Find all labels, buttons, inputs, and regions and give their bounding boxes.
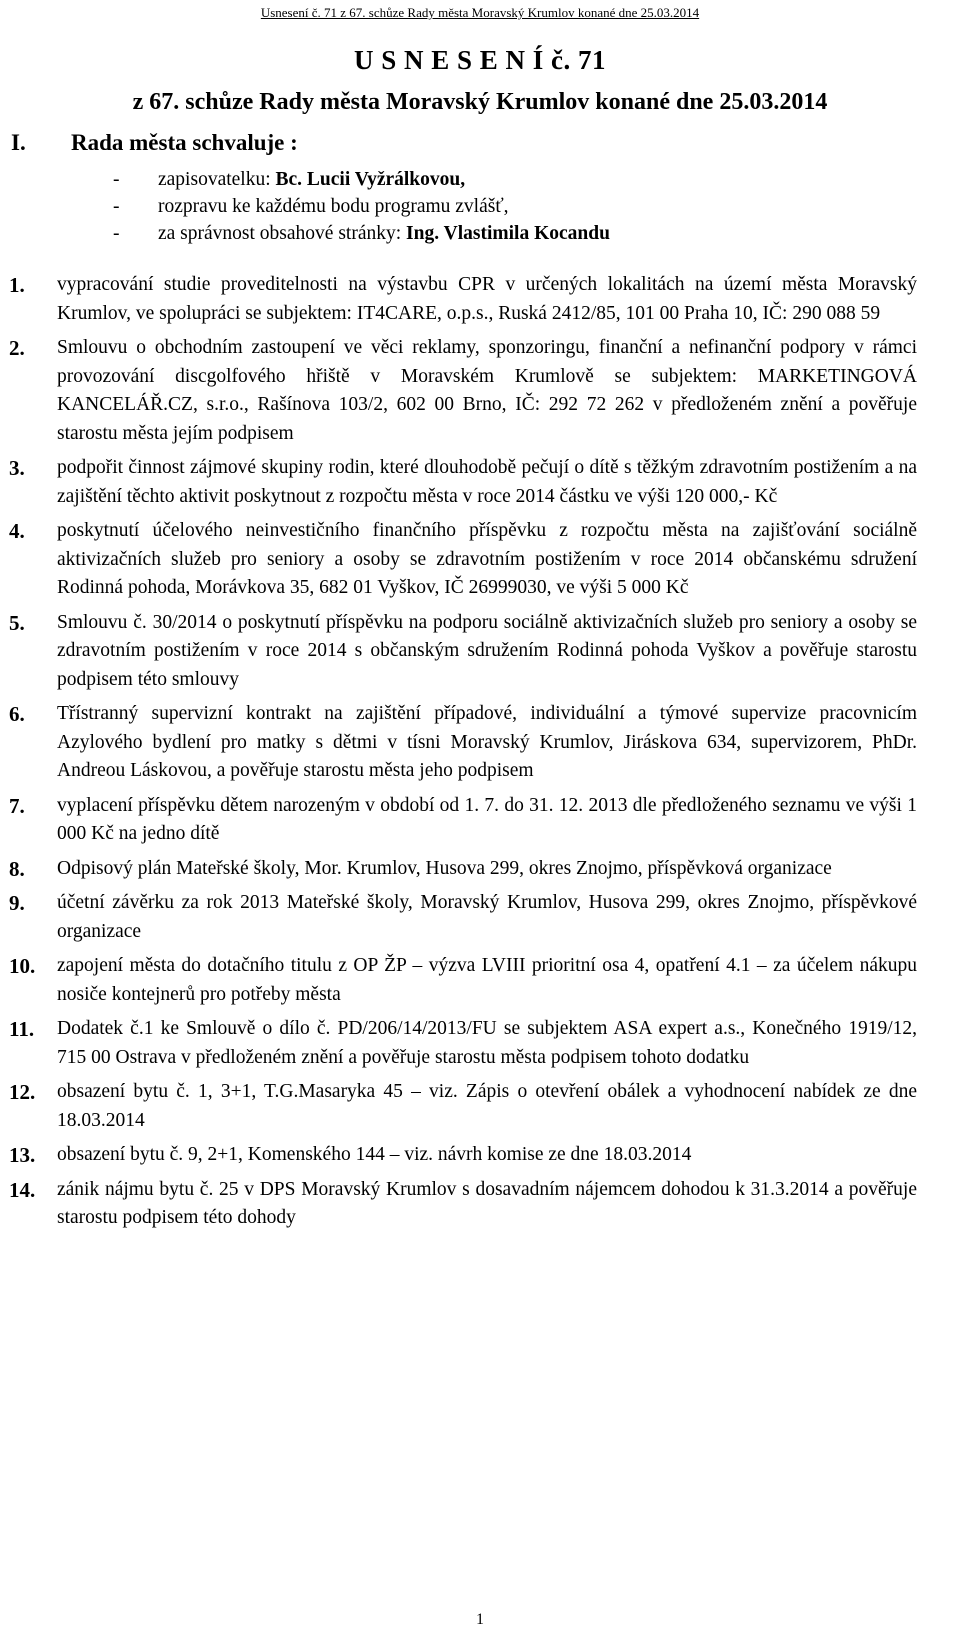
intro-item-name: Ing. Vlastimila Kocandu (406, 223, 610, 244)
resolution-item (0, 855, 960, 884)
item-number: 8. (9, 856, 25, 881)
item-number: 6. (9, 702, 25, 726)
resolution-item (0, 454, 960, 511)
resolution-item (0, 700, 960, 786)
item-text: Smlouvu č. 30/2014 o poskytnutí příspěvku na podporu sociálně aktivizačních služeb pro seniory a osoby se zdravotním postižením v roce 2014 s občanským sdružením Rodinná pohoda Vyškov a pověřuje starostu podpisem této smlouvy (57, 611, 917, 690)
intro-item-text: za správnost obsahové stránky: (158, 223, 407, 244)
resolution-item (0, 1141, 960, 1170)
dash-marker: - (113, 223, 120, 244)
item-text: obsazení bytu č. 1, 3+1, T.G.Masaryka 45 – viz. Zápis o otevření obálek a vyhodnocení nabídek ze dne 18.03.2014 (57, 1081, 917, 1131)
item-number: 1. (9, 273, 25, 297)
item-number: 7. (9, 793, 25, 818)
item-number: 5. (9, 610, 25, 635)
item-number: 3. (9, 456, 25, 480)
page-number: 1 (476, 1611, 484, 1628)
resolution-item (0, 889, 960, 946)
item-text: účetní závěrku za rok 2013 Mateřské školy, Moravský Krumlov, Husova 299, okres Znojmo, příspěvkové organizace (57, 892, 917, 942)
item-text: poskytnutí účelového neinvestičního finančního příspěvku z rozpočtu města na zajišťování sociálně aktivizačních služeb pro seniory a osoby se zdravotním postižením v roce 2014 občanskému sdružení Rodinná pohoda, Morávkova 35, 682 01 Vyškov, IČ 26999030, ve výši 5 000 Kč (57, 520, 917, 598)
intro-item-text: rozpravu ke každému bodu programu zvlášť, (158, 196, 509, 217)
section-heading-text: Rada města schvaluje : (71, 130, 298, 155)
resolution-item (0, 271, 960, 328)
item-number: 14. (9, 1177, 36, 1202)
resolution-item (0, 1176, 960, 1233)
item-text: zapojení města do dotačního titulu z OP ŽP – výzva LVIII prioritní osa 4, opatření 4.1 – za účelem nákupu nosiče kontejnerů pro potřeby města (57, 955, 917, 1005)
section-heading (11, 130, 298, 156)
intro-item-text: zapisovatelku: (158, 169, 276, 190)
dash-marker: - (113, 196, 120, 217)
item-number: 13. (9, 1143, 36, 1167)
document-subtitle: z 67. schůze Rady města Moravský Krumlov konané dne 25.03.2014 (132, 89, 828, 115)
resolution-item (0, 952, 960, 1009)
document-title: U S N E S E N Í č. 71 (353, 45, 607, 75)
resolution-item (0, 334, 960, 448)
resolution-item (0, 609, 960, 695)
intro-item (113, 166, 610, 193)
item-number: 2. (9, 336, 25, 360)
resolution-item (0, 792, 960, 849)
item-number: 4. (9, 519, 25, 543)
dash-marker: - (113, 169, 120, 190)
item-text: obsazení bytu č. 9, 2+1, Komenského 144 – viz. návrh komise ze dne 18.03.2014 (57, 1144, 692, 1165)
item-text: vyplacení příspěvku dětem narozeným v období od 1. 7. do 31. 12. 2013 dle předloženého seznamu ve výši 1 000 Kč na jedno dítě (57, 794, 917, 844)
resolution-items (0, 271, 960, 1239)
resolution-item (0, 517, 960, 603)
running-header: Usnesení č. 71 z 67. schůze Rady města Moravský Krumlov konané dne 25.03.2014 (260, 5, 700, 20)
item-text: Smlouvu o obchodním zastoupení ve věci reklamy, sponzoringu, finanční a nefinanční podpory v rámci provozování discgolfového hřiště v Moravském Krumlově se subjektem: MARKETINGOVÁ KANCELÁŘ.CZ, s.r.o., Rašínova 103/2, 602 00 Brno, IČ: 292 72 262 v předloženém znění a pověřuje starostu města jejím podpisem (57, 337, 917, 444)
item-text: Odpisový plán Mateřské školy, Mor. Krumlov, Husova 299, okres Znojmo, příspěvková organizace (57, 857, 832, 879)
item-text: vypracování studie proveditelnosti na výstavbu CPR v určených lokalitách na území města Moravský Krumlov, ve spolupráci se subjektem: IT4CARE, o.p.s., Ruská 2412/85, 101 00 Praha 10, IČ: 290 088 59 (57, 274, 917, 324)
item-number: 9. (9, 891, 25, 915)
intro-item (113, 220, 610, 247)
intro-item-name: Bc. Lucii Vyžrálkovou, (275, 169, 466, 190)
item-text: Třístranný supervizní kontrakt na zajištění případové, individuální a týmové supervize pracovnicím Azylového bydlení pro matky s dětmi v tísni Moravský Krumlov, Jiráskova 634, supervizorem, PhDr. Andreou Láskovou, a pověřuje starostu města jeho podpisem (57, 703, 917, 781)
item-number: 11. (9, 1017, 35, 1041)
item-text: zánik nájmu bytu č. 25 v DPS Moravský Krumlov s dosavadním nájemcem dohodou k 31.3.2014 a pověřuje starostu podpisem této dohody (57, 1178, 917, 1228)
resolution-item (0, 1078, 960, 1135)
item-number: 10. (9, 954, 36, 978)
intro-item (113, 193, 610, 220)
item-text: Dodatek č.1 ke Smlouvě o dílo č. PD/206/14/2013/FU se subjektem ASA expert a.s., Konečného 1919/12, 715 00 Ostrava v předloženém znění a pověřuje starostu města podpisem tohoto dodatku (57, 1018, 917, 1068)
section-number: I. (11, 130, 26, 155)
item-number: 12. (9, 1080, 36, 1104)
resolution-item (0, 1015, 960, 1072)
intro-list (113, 166, 610, 247)
item-text: podpořit činnost zájmové skupiny rodin, které dlouhodobě pečují o dítě s těžkým zdravotním postižením a na zajištění těchto aktivit poskytnout z rozpočtu města v roce 2014 částku ve výši 120 000,- Kč (57, 457, 917, 507)
